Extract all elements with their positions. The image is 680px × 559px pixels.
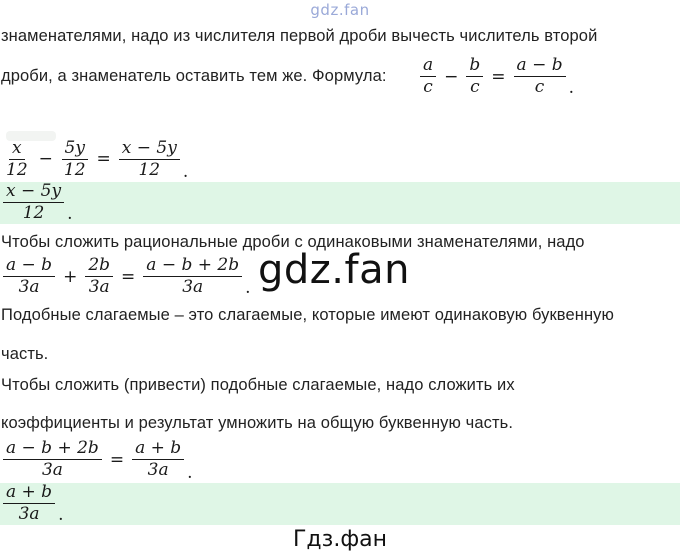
answer-highlight-2 [0,483,680,525]
numerator: 5y [62,138,88,160]
minus-sign: − [38,149,53,169]
denominator: 12 [6,159,28,180]
fraction [132,438,184,481]
denominator: 3a [41,460,63,480]
fraction [143,255,242,298]
text-line-3: Чтобы сложить рациональные дроби с одинаковыми знаменателями, надо [1,233,585,251]
text-line-2: дроби, а знаменатель оставить тем же. Формула: [1,67,387,85]
fraction [3,255,55,298]
answer-highlight-1 [0,182,680,224]
denominator: c [423,77,433,97]
plus-sign: + [63,266,78,287]
fraction [514,55,566,98]
equation-step-1 [1,136,188,182]
denominator: 3a [147,460,169,480]
equation-step-2 [1,436,193,483]
numerator: x − 5y [119,138,180,160]
period: . [245,278,251,298]
fraction [466,55,483,98]
text-line-5: часть. [1,345,49,363]
fraction [119,138,180,181]
numerator: x [9,138,25,160]
fraction [3,181,64,224]
equals-sign: = [491,66,506,87]
equals-sign: = [121,266,136,287]
period: . [187,463,193,483]
numerator: a − b [514,55,566,77]
fraction [420,55,436,98]
denominator: 12 [63,159,86,180]
equals-sign: = [96,149,111,169]
period: . [67,204,73,224]
watermark-top: gdz.fan [310,1,370,19]
fraction [85,255,113,298]
numerator: a − b + 2b [143,255,242,277]
numerator: b [466,55,483,77]
fraction [3,438,102,481]
denominator: c [470,77,480,97]
formula-subtraction [418,55,574,98]
denominator: 3a [18,503,40,524]
answer-2 [1,481,63,525]
period: . [58,505,64,525]
period: . [182,162,189,182]
numerator: x − 5y [3,181,64,203]
equals-sign: = [109,449,125,470]
watermark-bottom: Гдз.фан [293,527,387,552]
text-line-7: коэффициенты и результат умножить на общую буквенную часть. [1,414,514,432]
text-line-6: Чтобы сложить (привести) подобные слагаемые, надо сложить их [1,376,515,394]
fraction [3,482,55,525]
numerator: 2b [85,255,113,277]
denominator: c [534,77,545,97]
formula-addition [1,255,251,298]
watermark-middle: gdz.fan [258,247,410,293]
text-line-1: знаменателями, надо из числителя первой дроби вычесть числитель второй [1,27,598,45]
numerator: a + b [3,482,55,504]
denominator: 3a [88,277,110,297]
period: . [568,78,575,98]
minus-sign: − [444,66,459,87]
fraction [61,138,89,181]
denominator: 3a [182,277,204,297]
text-line-4: Подобные слагаемые – это слагаемые, которые имеют одинаковую буквенную [1,306,615,324]
numerator: a + b [132,438,184,460]
answer-1 [1,180,72,224]
fraction [3,138,31,181]
denominator: 12 [22,202,45,223]
denominator: 12 [138,159,161,180]
numerator: a [420,55,436,77]
numerator: a − b [3,255,55,277]
denominator: 3a [18,277,40,297]
numerator: a − b + 2b [3,438,102,460]
